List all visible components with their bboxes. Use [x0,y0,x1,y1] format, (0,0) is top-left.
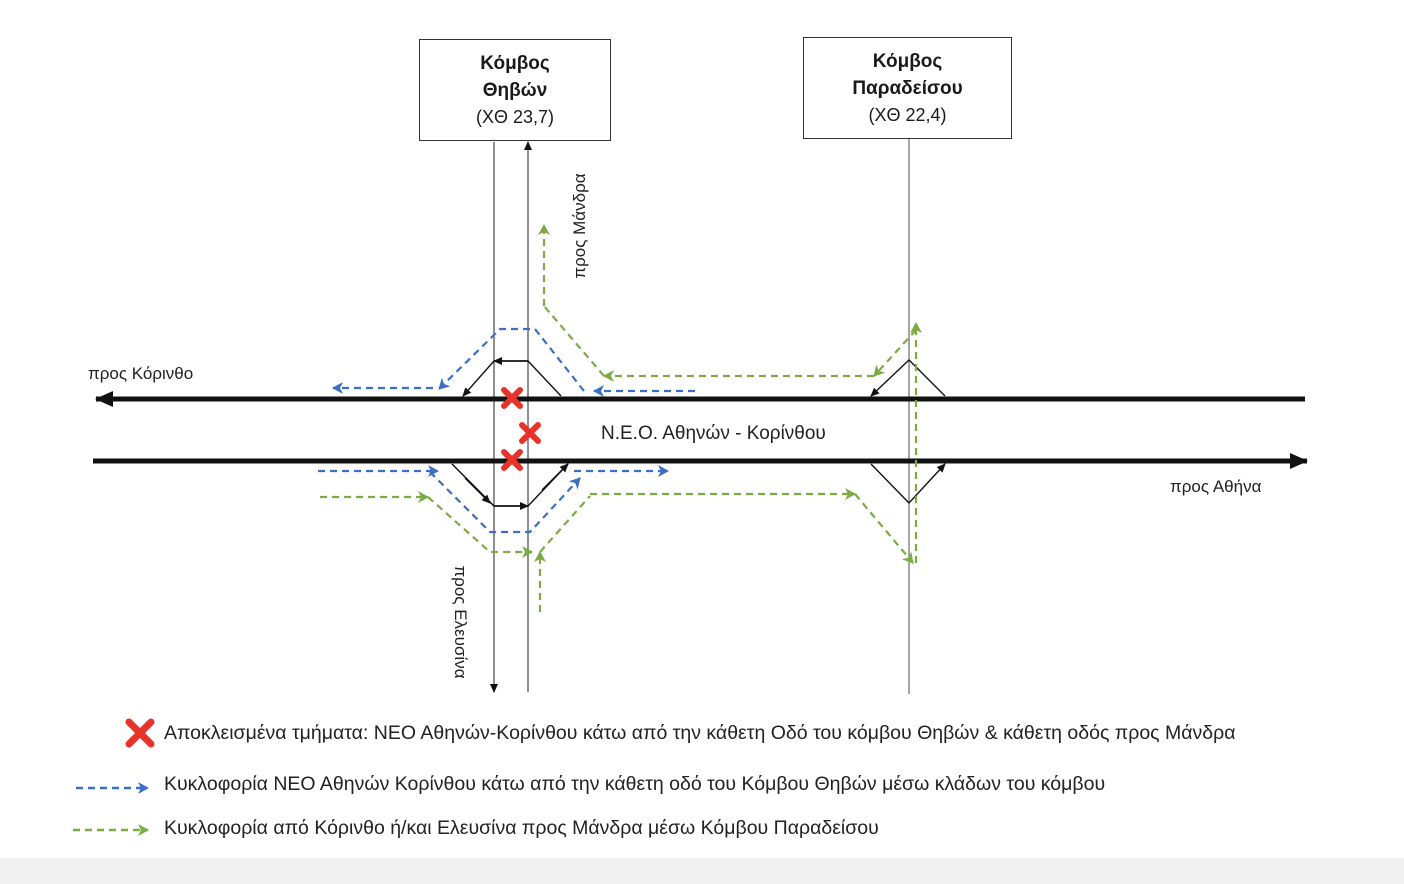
thebes-ramps [452,361,568,506]
paradise-ramps [871,360,945,503]
paradise-node-title-2: Παραδείσου [852,78,963,99]
label-to-elefsina: προς Ελευσίνα [451,565,470,679]
thebes-node-title-1: Κόμβος [480,53,550,74]
legend-green-text: Κυκλοφορία από Κόρινθο ή/και Ελευσίνα προς Μάνδρα μέσω Κόμβου Παραδείσου [164,817,879,839]
paradise-node-title-1: Κόμβος [872,51,943,72]
label-to-mandra: προς Μάνδρα [570,173,589,279]
legend-closed-text: Αποκλεισμένα τμήματα: ΝΕΟ Αθηνών-Κορίνθου κάτω από την κάθετη Οδό του κόμβου Θηβών & κάθετη οδός προς Μάνδρα [164,722,1236,744]
road-name-label: Ν.Ε.Ο. Αθηνών - Κορίνθου [601,423,826,444]
thebes-node-box [419,39,611,141]
green-diversion-routes [320,225,916,612]
thebes-node-title-2: Θηβών [482,80,548,101]
paradise-node-chainage: (ΧΘ 22,4) [868,105,947,125]
closed-mark-2 [522,425,538,441]
legend-closed-icon [129,722,151,744]
label-to-athina: προς Αθήνα [1170,477,1262,496]
legend-blue-text: Κυκλοφορία ΝΕΟ Αθηνών Κορίνθου κάτω από την κάθετη οδό του Κόμβου Θηβών μέσω κλάδων του κόμβου [164,773,1106,795]
paradise-node-box [803,37,1012,139]
thebes-node-chainage: (ΧΘ 23,7) [475,107,555,127]
bottom-strip [0,858,1404,884]
label-to-korinthos: προς Κόρινθο [88,364,194,383]
closed-segment-markers [504,390,538,468]
